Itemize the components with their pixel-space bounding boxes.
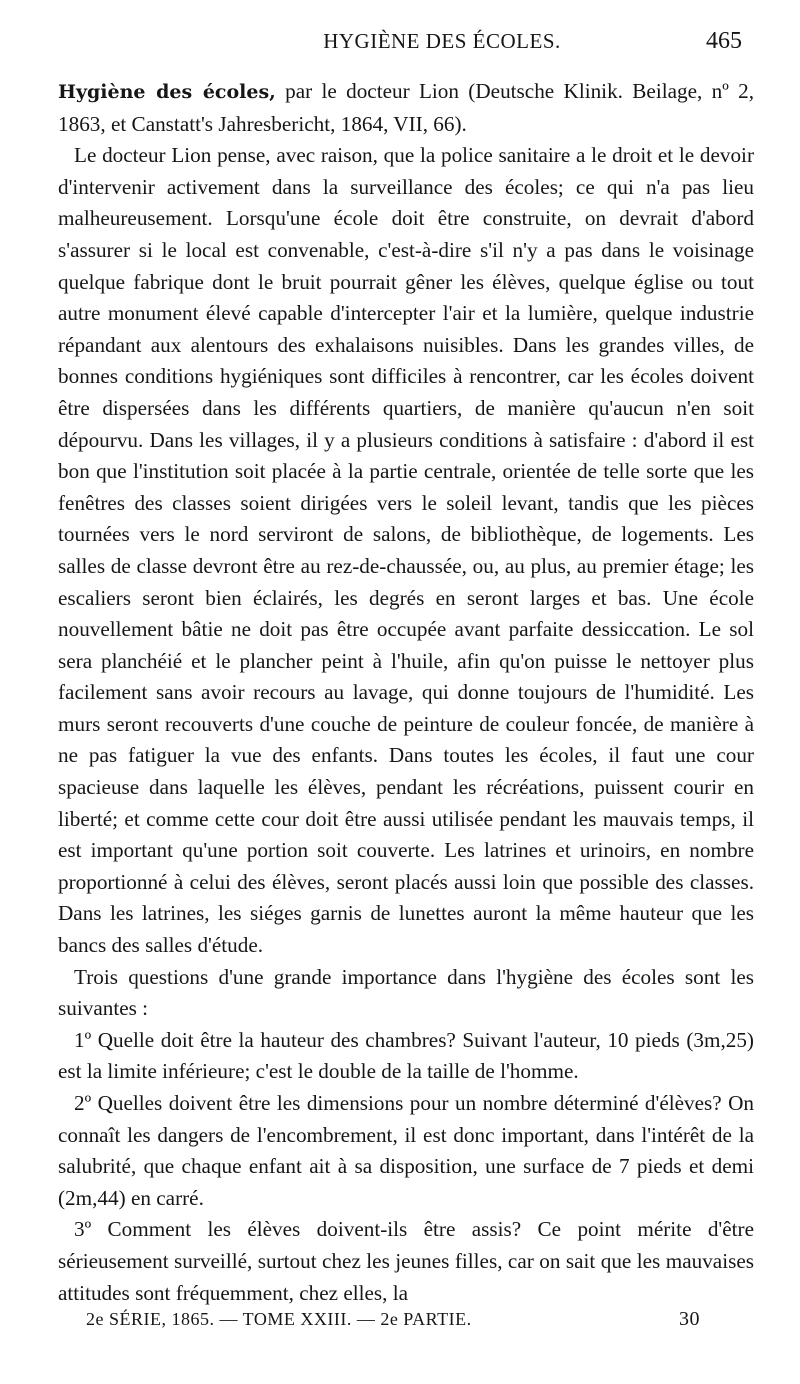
paragraph-2: Trois questions d'une grande importance dans l'hygiène des écoles sont les suivantes :: [58, 964, 754, 1021]
paragraph-3: 1º Quelle doit être la hauteur des chambres? Suivant l'auteur, 10 pieds (3m,25) est la limite inférieure; c'est le double de la taille de l'homme.: [58, 1027, 754, 1084]
running-title: HYGIÈNE DES ÉCOLES.: [323, 29, 561, 53]
page-number: 465: [706, 28, 742, 54]
article-title: Hygiène des écoles,: [58, 81, 276, 103]
paragraph-4: 2º Quelles doivent être les dimensions pour un nombre déterminé d'élèves? On connaît les dangers de l'encombrement, il est donc important, dans l'intérêt de la salubrité, que chaque enfant ait à sa disposition, une surface de 7 pieds et demi (2m,44) en carré.: [58, 1091, 754, 1210]
article-body: [58, 76, 754, 1309]
signature-mark: 30: [679, 1308, 700, 1330]
page-footer: [86, 1308, 700, 1331]
article-lead: [58, 76, 754, 140]
paragraph-5: 3º Comment les élèves doivent-ils être assis? Ce point mérite d'être sérieusement surveillé, surtout chez les jeunes filles, car on sait que les mauvaises attitudes sont fréquemment, chez elles, la: [58, 1217, 754, 1305]
article-reference: par le docteur Lion (Deutsche Klinik. Beilage, nº 2, 1863, et Canstatt's Jahresbericht, 1864, VII, 66).: [58, 79, 754, 136]
series-line: 2e SÉRIE, 1865. — TOME XXIII. — 2e PARTIE.: [86, 1309, 472, 1329]
running-head: [58, 28, 754, 72]
paragraph-1: Le docteur Lion pense, avec raison, que la police sanitaire a le droit et le devoir d'intervenir activement dans la surveillance des écoles; ce qui n'a pas lieu malheureusement. Lorsqu'une école doit être construite, on devrait d'abord s'assurer si le local est convenable, c'est-à-dire s'il n'y a pas dans le voisinage quelque fabrique dont le bruit pourrait gêner les élèves, quelque église ou tout autre monument élevé capable d'intercepter l'air et la lumière, quelque industrie répandant aux alentours des exhalaisons nuisibles. Dans les grandes villes, de bonnes conditions hygiéniques sont difficiles à rencontrer, car les écoles doivent être dispersées dans les différents quartiers, de manière qu'aucun n'en soit dépourvu. Dans les villages, il y a plusieurs conditions à satisfaire : d'abord il est bon que l'institution soit placée à la partie centrale, orientée de telle sorte que les fenêtres des classes soient dirigées vers le soleil levant, tandis que les pièces tournées vers le nord serviront de salons, de bibliothèque, de logements. Les salles de classe devront être au rez-de-chaussée, ou, au plus, au premier étage; les escaliers seront bien éclairés, les degrés en seront larges et bas. Une école nouvellement bâtie ne doit pas être occupée avant parfaite dessiccation. Le sol sera planchéié et le plancher peint à l'huile, afin qu'on puisse le nettoyer plus facilement sans avoir recours au lavage, qui donne toujours de l'humidité. Les murs seront recouverts d'une couche de peinture de couleur foncée, de manière à ne pas fatiguer la vue des enfants. Dans toutes les écoles, il faut une cour spacieuse dans laquelle les élèves, pendant les récréations, puissent courir en liberté; et comme cette cour doit être aussi utilisée pendant les mauvais temps, il est important qu'une portion soit couverte. Les latrines et urinoirs, en nombre proportionné à celui des élèves, seront placés aussi loin que possible des classes. Dans les latrines, les siéges garnis de lunettes auront la même hauteur que les bancs des salles d'étude.: [58, 143, 754, 958]
